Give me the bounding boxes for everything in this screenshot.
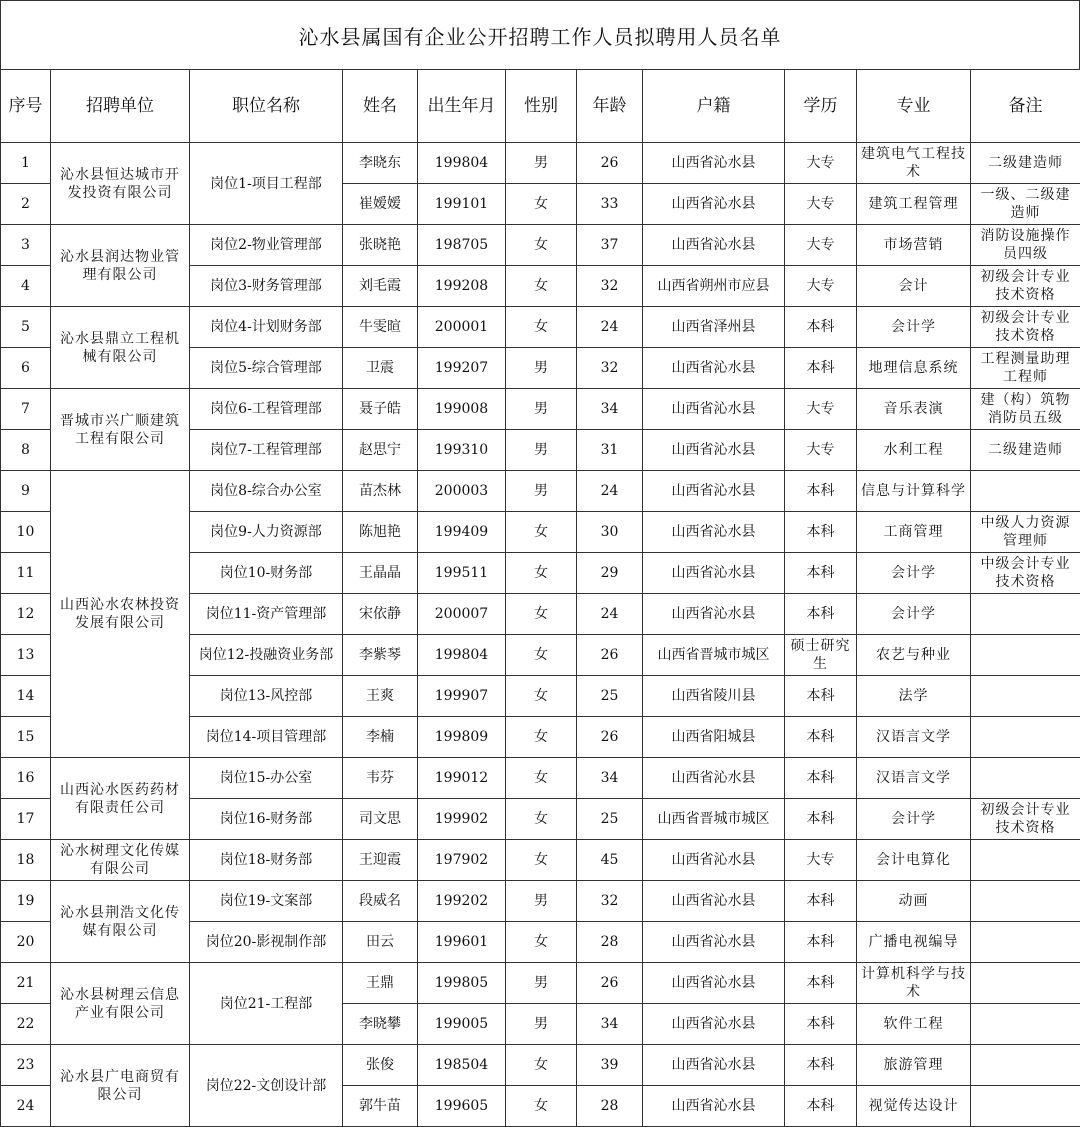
cell-major: 软件工程 xyxy=(857,1004,971,1045)
cell-age: 34 xyxy=(577,1004,643,1045)
cell-education: 本科 xyxy=(785,471,857,512)
cell-name: 李楠 xyxy=(343,717,418,758)
cell-position: 岗位1-项目工程部 xyxy=(190,143,343,225)
cell-gender: 女 xyxy=(506,553,577,594)
cell-unit: 沁水县鼎立工程机械有限公司 xyxy=(51,307,190,389)
cell-education: 大专 xyxy=(785,840,857,881)
cell-hukou: 山西省沁水县 xyxy=(643,963,785,1004)
cell-education: 本科 xyxy=(785,594,857,635)
cell-hukou: 山西省沁水县 xyxy=(643,430,785,471)
header-gender: 性别 xyxy=(506,70,577,143)
cell-name: 司文思 xyxy=(343,799,418,840)
header-no: 序号 xyxy=(1,70,51,143)
cell-hukou: 山西省沁水县 xyxy=(643,1045,785,1086)
cell-no: 16 xyxy=(1,758,51,799)
cell-name: 张晓艳 xyxy=(343,225,418,266)
cell-age: 25 xyxy=(577,799,643,840)
cell-major: 动画 xyxy=(857,881,971,922)
cell-no: 14 xyxy=(1,676,51,717)
cell-birth: 199101 xyxy=(418,184,506,225)
cell-note xyxy=(971,717,1080,758)
cell-note xyxy=(971,635,1080,676)
cell-education: 本科 xyxy=(785,553,857,594)
cell-age: 24 xyxy=(577,471,643,512)
cell-unit: 沁水县恒达城市开发投资有限公司 xyxy=(51,143,190,225)
cell-age: 33 xyxy=(577,184,643,225)
cell-major: 会计学 xyxy=(857,594,971,635)
cell-age: 28 xyxy=(577,922,643,963)
cell-position: 岗位19-文案部 xyxy=(190,881,343,922)
cell-birth: 200007 xyxy=(418,594,506,635)
header-name: 姓名 xyxy=(343,70,418,143)
cell-no: 4 xyxy=(1,266,51,307)
cell-unit: 晋城市兴广顺建筑工程有限公司 xyxy=(51,389,190,471)
cell-birth: 199809 xyxy=(418,717,506,758)
cell-no: 22 xyxy=(1,1004,51,1045)
cell-note xyxy=(971,881,1080,922)
cell-birth: 198705 xyxy=(418,225,506,266)
cell-age: 32 xyxy=(577,348,643,389)
cell-major: 广播电视编导 xyxy=(857,922,971,963)
cell-note: 初级会计专业技术资格 xyxy=(971,799,1080,840)
cell-gender: 女 xyxy=(506,266,577,307)
cell-birth: 199804 xyxy=(418,635,506,676)
cell-major: 汉语言文学 xyxy=(857,758,971,799)
cell-hukou: 山西省晋城市城区 xyxy=(643,635,785,676)
header-position: 职位名称 xyxy=(190,70,343,143)
cell-age: 26 xyxy=(577,635,643,676)
cell-age: 26 xyxy=(577,717,643,758)
cell-major: 农艺与种业 xyxy=(857,635,971,676)
cell-position: 岗位5-综合管理部 xyxy=(190,348,343,389)
cell-gender: 女 xyxy=(506,922,577,963)
cell-position: 岗位9-人力资源部 xyxy=(190,512,343,553)
cell-note: 工程测量助理工程师 xyxy=(971,348,1080,389)
cell-name: 赵思宁 xyxy=(343,430,418,471)
cell-hukou: 山西省晋城市城区 xyxy=(643,799,785,840)
cell-unit: 沁水县树理云信息产业有限公司 xyxy=(51,963,190,1045)
cell-unit: 沁水县广电商贸有限公司 xyxy=(51,1045,190,1127)
cell-no: 19 xyxy=(1,881,51,922)
cell-position: 岗位21-工程部 xyxy=(190,963,343,1045)
cell-education: 本科 xyxy=(785,758,857,799)
cell-gender: 女 xyxy=(506,225,577,266)
cell-position: 岗位18-财务部 xyxy=(190,840,343,881)
cell-gender: 男 xyxy=(506,471,577,512)
cell-major: 法学 xyxy=(857,676,971,717)
cell-gender: 女 xyxy=(506,307,577,348)
cell-major: 地理信息系统 xyxy=(857,348,971,389)
table-row xyxy=(1,758,1080,799)
cell-hukou: 山西省陵川县 xyxy=(643,676,785,717)
cell-name: 韦芬 xyxy=(343,758,418,799)
header-birth: 出生年月 xyxy=(418,70,506,143)
cell-name: 刘毛霞 xyxy=(343,266,418,307)
cell-no: 5 xyxy=(1,307,51,348)
cell-major: 建筑工程管理 xyxy=(857,184,971,225)
cell-education: 大专 xyxy=(785,184,857,225)
cell-birth: 199605 xyxy=(418,1086,506,1127)
cell-hukou: 山西省沁水县 xyxy=(643,840,785,881)
table-row xyxy=(1,307,1080,348)
cell-gender: 女 xyxy=(506,758,577,799)
cell-position: 岗位3-财务管理部 xyxy=(190,266,343,307)
cell-birth: 199005 xyxy=(418,1004,506,1045)
table-row xyxy=(1,840,1080,881)
cell-gender: 男 xyxy=(506,881,577,922)
cell-gender: 女 xyxy=(506,1045,577,1086)
cell-no: 6 xyxy=(1,348,51,389)
cell-gender: 女 xyxy=(506,594,577,635)
cell-birth: 199208 xyxy=(418,266,506,307)
cell-no: 7 xyxy=(1,389,51,430)
cell-age: 28 xyxy=(577,1086,643,1127)
table-row xyxy=(1,471,1080,512)
cell-major: 汉语言文学 xyxy=(857,717,971,758)
cell-note: 消防设施操作员四级 xyxy=(971,225,1080,266)
cell-position: 岗位13-风控部 xyxy=(190,676,343,717)
cell-birth: 199511 xyxy=(418,553,506,594)
cell-birth: 200003 xyxy=(418,471,506,512)
cell-major: 旅游管理 xyxy=(857,1045,971,1086)
cell-note xyxy=(971,676,1080,717)
cell-education: 本科 xyxy=(785,1086,857,1127)
cell-note: 中级会计专业技术资格 xyxy=(971,553,1080,594)
cell-no: 18 xyxy=(1,840,51,881)
cell-birth: 199207 xyxy=(418,348,506,389)
cell-no: 13 xyxy=(1,635,51,676)
cell-unit: 沁水县荆浩文化传媒有限公司 xyxy=(51,881,190,963)
cell-note: 初级会计专业技术资格 xyxy=(971,307,1080,348)
cell-position: 岗位2-物业管理部 xyxy=(190,225,343,266)
cell-birth: 199805 xyxy=(418,963,506,1004)
cell-education: 本科 xyxy=(785,1004,857,1045)
cell-age: 31 xyxy=(577,430,643,471)
cell-gender: 男 xyxy=(506,348,577,389)
cell-no: 8 xyxy=(1,430,51,471)
cell-hukou: 山西省泽州县 xyxy=(643,307,785,348)
cell-note xyxy=(971,840,1080,881)
header-age: 年龄 xyxy=(577,70,643,143)
cell-no: 21 xyxy=(1,963,51,1004)
cell-age: 25 xyxy=(577,676,643,717)
cell-no: 15 xyxy=(1,717,51,758)
cell-major: 会计学 xyxy=(857,307,971,348)
cell-note: 初级会计专业技术资格 xyxy=(971,266,1080,307)
cell-age: 26 xyxy=(577,143,643,184)
table-row xyxy=(1,389,1080,430)
cell-no: 20 xyxy=(1,922,51,963)
cell-no: 3 xyxy=(1,225,51,266)
table-body xyxy=(1,143,1080,1127)
cell-birth: 199202 xyxy=(418,881,506,922)
cell-unit: 沁水县润达物业管理有限公司 xyxy=(51,225,190,307)
cell-note xyxy=(971,594,1080,635)
cell-education: 大专 xyxy=(785,225,857,266)
cell-gender: 女 xyxy=(506,799,577,840)
cell-birth: 199902 xyxy=(418,799,506,840)
cell-birth: 198504 xyxy=(418,1045,506,1086)
cell-major: 水利工程 xyxy=(857,430,971,471)
cell-name: 崔嫒嫒 xyxy=(343,184,418,225)
cell-gender: 男 xyxy=(506,143,577,184)
cell-age: 34 xyxy=(577,758,643,799)
header-note: 备注 xyxy=(971,70,1080,143)
cell-name: 郭牛苗 xyxy=(343,1086,418,1127)
cell-position: 岗位16-财务部 xyxy=(190,799,343,840)
cell-gender: 男 xyxy=(506,1004,577,1045)
cell-major: 信息与计算科学 xyxy=(857,471,971,512)
header-hukou: 户籍 xyxy=(643,70,785,143)
cell-name: 牛雯暄 xyxy=(343,307,418,348)
cell-position: 岗位22-文创设计部 xyxy=(190,1045,343,1127)
cell-age: 32 xyxy=(577,881,643,922)
cell-age: 37 xyxy=(577,225,643,266)
cell-birth: 197902 xyxy=(418,840,506,881)
cell-major: 会计电算化 xyxy=(857,840,971,881)
cell-education: 本科 xyxy=(785,717,857,758)
cell-hukou: 山西省沁水县 xyxy=(643,471,785,512)
cell-name: 李晓攀 xyxy=(343,1004,418,1045)
cell-no: 12 xyxy=(1,594,51,635)
cell-education: 本科 xyxy=(785,1045,857,1086)
cell-age: 45 xyxy=(577,840,643,881)
cell-name: 陈旭艳 xyxy=(343,512,418,553)
cell-unit: 沁水树理文化传媒有限公司 xyxy=(51,840,190,881)
cell-age: 32 xyxy=(577,266,643,307)
cell-major: 建筑电气工程技术 xyxy=(857,143,971,184)
cell-gender: 女 xyxy=(506,512,577,553)
document-title: 沁水县属国有企业公开招聘工作人员拟聘用人员名单 xyxy=(0,0,1080,70)
cell-hukou: 山西省朔州市应县 xyxy=(643,266,785,307)
cell-hukou: 山西省沁水县 xyxy=(643,348,785,389)
cell-name: 王鼎 xyxy=(343,963,418,1004)
hiring-table xyxy=(0,69,1080,1127)
cell-name: 李晓东 xyxy=(343,143,418,184)
cell-birth: 199310 xyxy=(418,430,506,471)
cell-note xyxy=(971,1086,1080,1127)
cell-name: 王晶晶 xyxy=(343,553,418,594)
cell-education: 大专 xyxy=(785,389,857,430)
cell-gender: 女 xyxy=(506,635,577,676)
cell-name: 张俊 xyxy=(343,1045,418,1086)
cell-birth: 199804 xyxy=(418,143,506,184)
cell-no: 2 xyxy=(1,184,51,225)
cell-note xyxy=(971,1045,1080,1086)
cell-unit: 山西沁水医药药材有限责任公司 xyxy=(51,758,190,840)
cell-name: 段威名 xyxy=(343,881,418,922)
cell-birth: 199601 xyxy=(418,922,506,963)
cell-no: 23 xyxy=(1,1045,51,1086)
cell-position: 岗位7-工程管理部 xyxy=(190,430,343,471)
cell-name: 宋依静 xyxy=(343,594,418,635)
cell-age: 24 xyxy=(577,594,643,635)
cell-no: 17 xyxy=(1,799,51,840)
cell-major: 会计 xyxy=(857,266,971,307)
cell-note: 建（构）筑物消防员五级 xyxy=(971,389,1080,430)
cell-hukou: 山西省沁水县 xyxy=(643,881,785,922)
cell-position: 岗位15-办公室 xyxy=(190,758,343,799)
cell-position: 岗位11-资产管理部 xyxy=(190,594,343,635)
cell-birth: 199008 xyxy=(418,389,506,430)
cell-name: 王迎霞 xyxy=(343,840,418,881)
cell-name: 田云 xyxy=(343,922,418,963)
cell-hukou: 山西省沁水县 xyxy=(643,922,785,963)
cell-note xyxy=(971,471,1080,512)
cell-position: 岗位8-综合办公室 xyxy=(190,471,343,512)
cell-education: 本科 xyxy=(785,512,857,553)
cell-gender: 男 xyxy=(506,963,577,1004)
cell-note: 一级、二级建造师 xyxy=(971,184,1080,225)
cell-position: 岗位6-工程管理部 xyxy=(190,389,343,430)
cell-no: 11 xyxy=(1,553,51,594)
cell-birth: 199907 xyxy=(418,676,506,717)
cell-education: 大专 xyxy=(785,430,857,471)
cell-no: 24 xyxy=(1,1086,51,1127)
cell-no: 9 xyxy=(1,471,51,512)
cell-major: 工商管理 xyxy=(857,512,971,553)
cell-birth: 199012 xyxy=(418,758,506,799)
cell-name: 聂子皓 xyxy=(343,389,418,430)
cell-no: 10 xyxy=(1,512,51,553)
cell-hukou: 山西省沁水县 xyxy=(643,225,785,266)
table-row xyxy=(1,225,1080,266)
cell-education: 大专 xyxy=(785,143,857,184)
cell-note: 二级建造师 xyxy=(971,143,1080,184)
table-row xyxy=(1,963,1080,1004)
cell-hukou: 山西省沁水县 xyxy=(643,143,785,184)
cell-note xyxy=(971,922,1080,963)
cell-age: 34 xyxy=(577,389,643,430)
cell-hukou: 山西省沁水县 xyxy=(643,1086,785,1127)
cell-age: 24 xyxy=(577,307,643,348)
cell-note: 中级人力资源管理师 xyxy=(971,512,1080,553)
cell-position: 岗位4-计划财务部 xyxy=(190,307,343,348)
cell-major: 视觉传达设计 xyxy=(857,1086,971,1127)
cell-hukou: 山西省沁水县 xyxy=(643,594,785,635)
cell-education: 本科 xyxy=(785,881,857,922)
cell-name: 卫震 xyxy=(343,348,418,389)
cell-education: 大专 xyxy=(785,266,857,307)
cell-age: 30 xyxy=(577,512,643,553)
cell-position: 岗位10-财务部 xyxy=(190,553,343,594)
cell-age: 39 xyxy=(577,1045,643,1086)
cell-note xyxy=(971,963,1080,1004)
cell-hukou: 山西省沁水县 xyxy=(643,758,785,799)
cell-major: 音乐表演 xyxy=(857,389,971,430)
cell-hukou: 山西省沁水县 xyxy=(643,512,785,553)
cell-gender: 女 xyxy=(506,184,577,225)
cell-gender: 女 xyxy=(506,1086,577,1127)
cell-position: 岗位12-投融资业务部 xyxy=(190,635,343,676)
header-unit: 招聘单位 xyxy=(51,70,190,143)
cell-position: 岗位20-影视制作部 xyxy=(190,922,343,963)
cell-hukou: 山西省沁水县 xyxy=(643,389,785,430)
cell-position: 岗位14-项目管理部 xyxy=(190,717,343,758)
cell-note: 二级建造师 xyxy=(971,430,1080,471)
cell-name: 李紫琴 xyxy=(343,635,418,676)
cell-gender: 女 xyxy=(506,676,577,717)
header-major: 专业 xyxy=(857,70,971,143)
cell-education: 本科 xyxy=(785,307,857,348)
cell-education: 本科 xyxy=(785,348,857,389)
cell-education: 本科 xyxy=(785,799,857,840)
cell-note xyxy=(971,1004,1080,1045)
cell-hukou: 山西省阳城县 xyxy=(643,717,785,758)
cell-birth: 200001 xyxy=(418,307,506,348)
cell-note xyxy=(971,758,1080,799)
cell-name: 苗杰林 xyxy=(343,471,418,512)
table-row xyxy=(1,1045,1080,1086)
cell-gender: 男 xyxy=(506,389,577,430)
cell-gender: 男 xyxy=(506,430,577,471)
table-row xyxy=(1,143,1080,184)
cell-name: 王爽 xyxy=(343,676,418,717)
header-education: 学历 xyxy=(785,70,857,143)
cell-education: 本科 xyxy=(785,676,857,717)
cell-birth: 199409 xyxy=(418,512,506,553)
table-header-row xyxy=(1,70,1080,143)
cell-major: 会计学 xyxy=(857,799,971,840)
cell-education: 本科 xyxy=(785,963,857,1004)
cell-age: 26 xyxy=(577,963,643,1004)
cell-education: 硕士研究生 xyxy=(785,635,857,676)
cell-education: 本科 xyxy=(785,922,857,963)
cell-hukou: 山西省沁水县 xyxy=(643,184,785,225)
cell-unit: 山西沁水农林投资发展有限公司 xyxy=(51,471,190,758)
table-row xyxy=(1,881,1080,922)
cell-hukou: 山西省沁水县 xyxy=(643,1004,785,1045)
cell-no: 1 xyxy=(1,143,51,184)
cell-major: 计算机科学与技术 xyxy=(857,963,971,1004)
cell-major: 会计学 xyxy=(857,553,971,594)
cell-hukou: 山西省沁水县 xyxy=(643,553,785,594)
cell-gender: 女 xyxy=(506,717,577,758)
cell-major: 市场营销 xyxy=(857,225,971,266)
cell-age: 29 xyxy=(577,553,643,594)
cell-gender: 女 xyxy=(506,840,577,881)
